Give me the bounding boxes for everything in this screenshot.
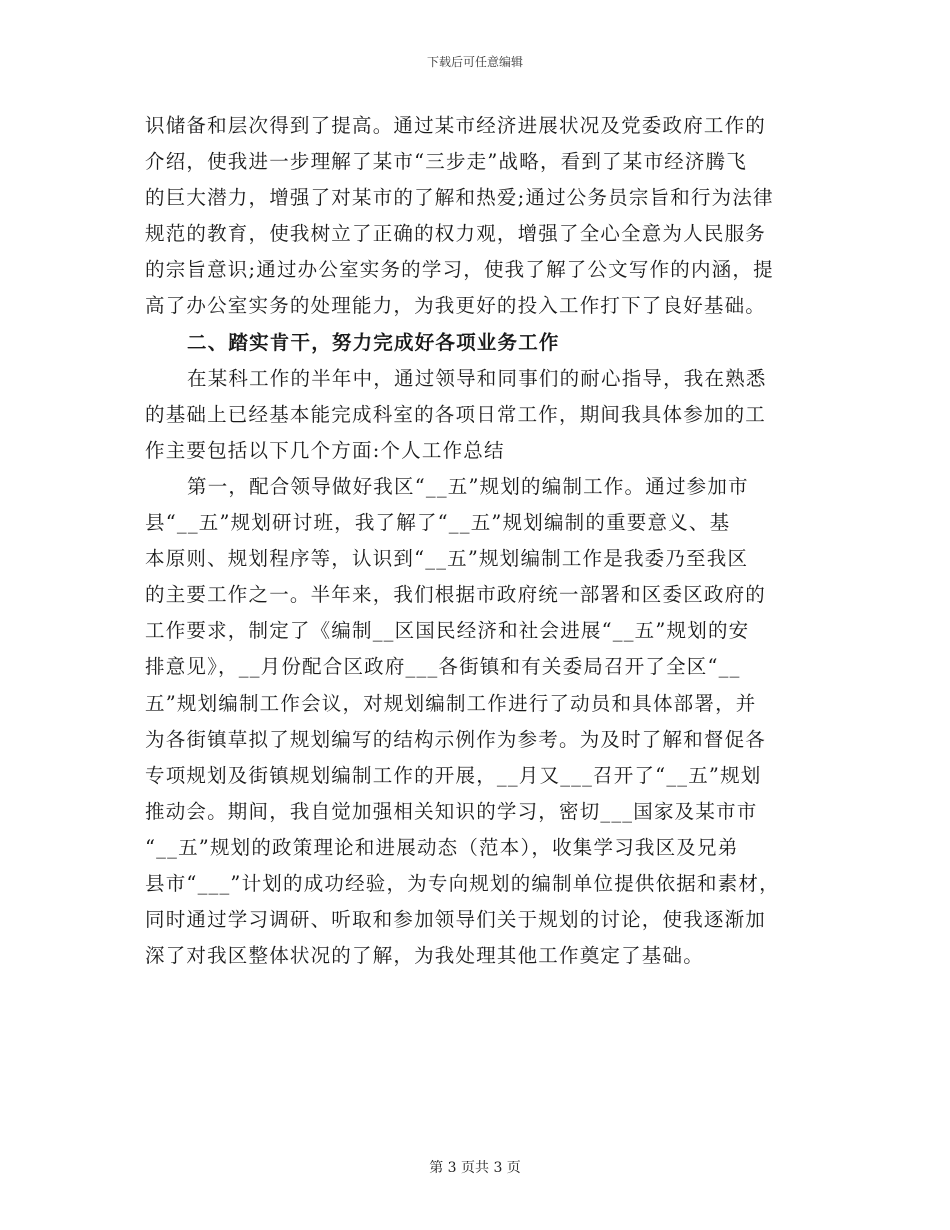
text-line: 专项规划及街镇规划编制工作的开展，__月又___召开了“__五”规划 (145, 763, 762, 787)
text-line: 识储备和层次得到了提高。通过某市经济进展状况及党委政府工作的 (145, 114, 767, 137)
section-heading: 二、踏实肯干，努力完成好各项业务工作 (187, 330, 560, 354)
text-line: “__五”规划的政策理论和进展动态（范本），收集学习我区及兄弟 (145, 835, 739, 859)
text-line: 的巨大潜力，增强了对某市的了解和热爱;通过公务员宗旨和行为法律 (145, 186, 774, 210)
text-line: 深了对我区整体状况的了解，为我处理其他工作奠定了基础。 (145, 944, 704, 968)
text-line: 县市“___”计划的成功经验，为专向规划的编制单位提供依据和素材， (145, 871, 780, 895)
text-line: 工作要求，制定了《编制__区国民经济和社会进展“__五”规划的安 (145, 619, 750, 643)
text-line: 排意见》，__月份配合区政府___各街镇和有关委局召开了全区“__ (145, 655, 741, 679)
text-line: 为各街镇草拟了规划编写的结构示例作为参考。为及时了解和督促各 (145, 727, 767, 751)
text-line: 高了办公室实务的处理能力，为我更好的投入工作打下了良好基础。 (145, 294, 767, 318)
page-header: 下载后可任意编辑 (426, 55, 523, 69)
page-footer: 第 3 页共 3 页 (429, 1160, 521, 1176)
text-line: 规范的教育，使我树立了正确的权力观，增强了全心全意为人民服务 (145, 222, 767, 246)
text-line: 第一，配合领导做好我区“__五”规划的编制工作。通过参加市 (187, 474, 749, 498)
document-body (145, 108, 817, 974)
text-line: 作主要包括以下几个方面:个人工作总结 (145, 438, 505, 462)
text-line: 的宗旨意识;通过办公室实务的学习，使我了解了公文写作的内涵，提 (145, 258, 774, 282)
text-line: 的主要工作之一。半年来，我们根据市政府统一部署和区委区政府的 (145, 583, 767, 607)
text-line: 五”规划编制工作会议，对规划编制工作进行了动员和具体部署，并 (145, 691, 757, 715)
text-line: 同时通过学习调研、听取和参加领导们关于规划的讨论，使我逐渐加 (145, 908, 767, 932)
text-line: 推动会。期间，我自觉加强相关知识的学习，密切___国家及某市市 (145, 799, 758, 823)
text-line: 县“__五”规划研讨班，我了解了“__五”规划编制的重要意义、基 (145, 511, 731, 535)
text-line: 介绍，使我进一步理解了某市“三步走”战略，看到了某市经济腾飞 (145, 150, 747, 174)
text-line: 在某科工作的半年中，通过领导和同事们的耐心指导，我在熟悉 (187, 366, 767, 390)
text-line: 的基础上已经基本能完成科室的各项日常工作，期间我具体参加的工 (145, 402, 767, 426)
text-line: 本原则、规划程序等，认识到“__五”规划编制工作是我委乃至我区 (145, 547, 749, 571)
